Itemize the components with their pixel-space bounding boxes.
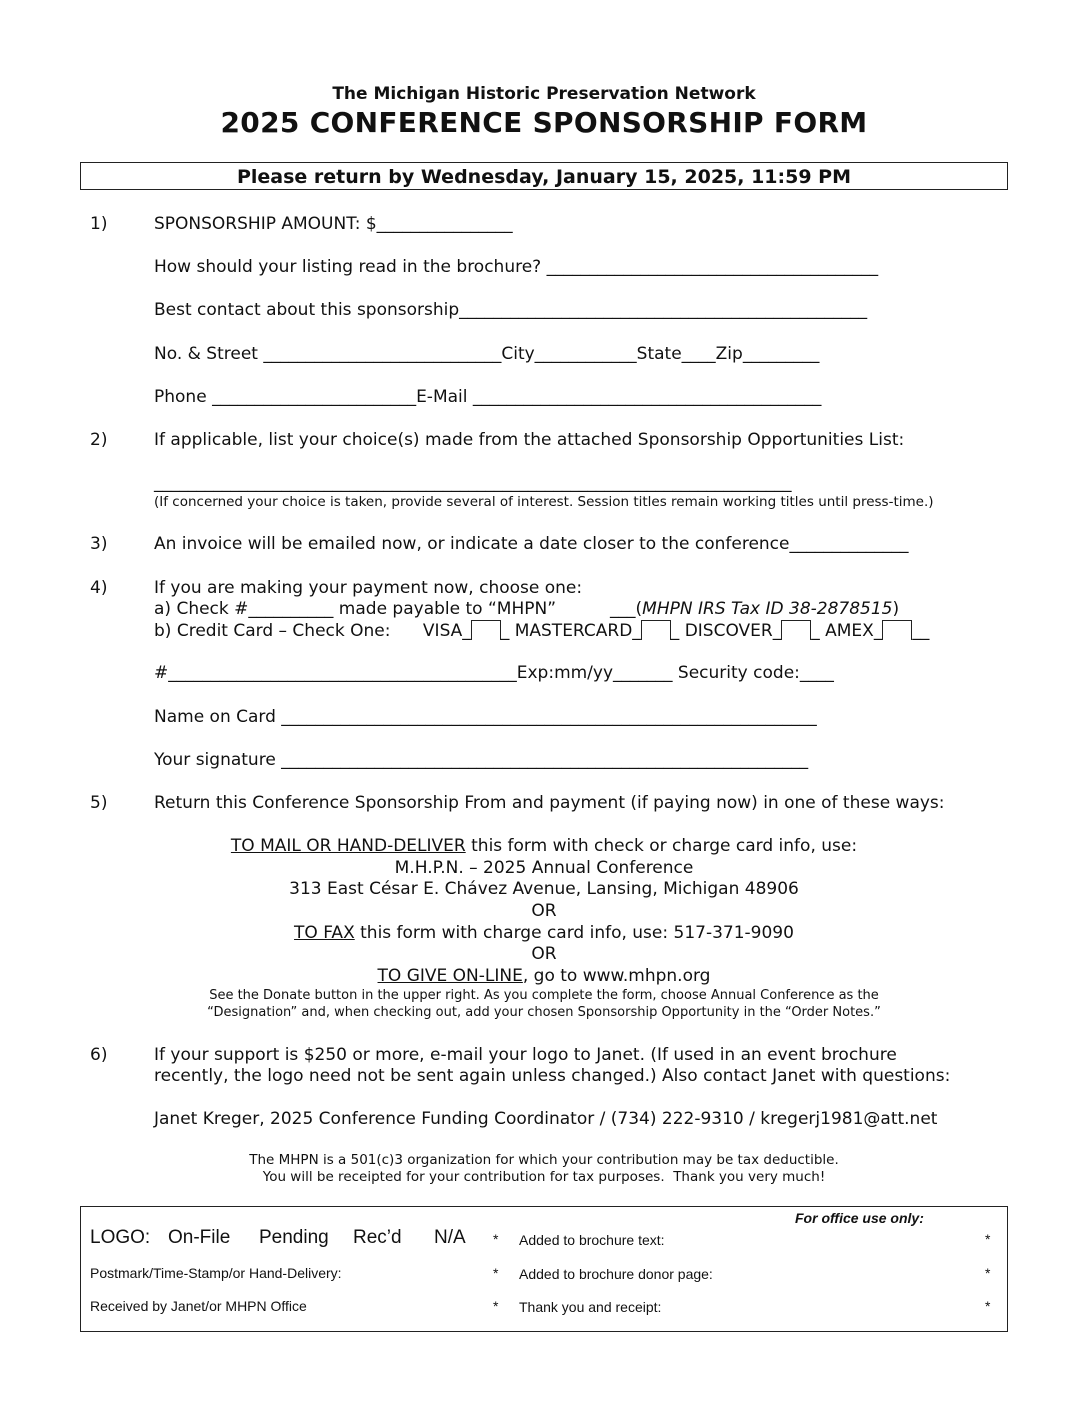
sponsorship-amount-field[interactable]: SPONSORSHIP AMOUNT: $________________ <box>154 214 513 234</box>
return-instructions: Return this Conference Sponsorship From and payment (if paying now) in one of these ways: <box>154 793 945 813</box>
fax-text: this form with charge card info, use: 517-371-9090 <box>354 923 794 943</box>
section-6-number: 6) <box>90 1045 108 1065</box>
logo-label: LOGO: <box>90 1227 151 1248</box>
mastercard-label: _ MASTERCARD_ <box>500 621 641 641</box>
donate-note-2: “Designation” and, when checking out, add your chosen Sponsorship Opportunity in the “Order Notes.” <box>207 1005 881 1020</box>
invoice-date-field[interactable]: An invoice will be emailed now, or indicate a date closer to the conference______________ <box>154 534 909 554</box>
section-1-number: 1) <box>90 214 108 234</box>
online-heading: TO GIVE ON-LINE <box>377 966 523 986</box>
discover-label: _ DISCOVER_ <box>670 621 782 641</box>
logo-instructions-1: If your support is $250 or more, e-mail your logo to Janet. (If used in an event brochure <box>154 1045 897 1065</box>
fax-instructions <box>0 923 1088 943</box>
added-text-label: Added to brochure text: <box>519 1232 665 1248</box>
phone-email-field[interactable]: Phone ________________________E-Mail _________________________________________ <box>154 387 822 407</box>
credit-card-label: b) Credit Card – Check One: <box>154 621 391 641</box>
mail-text: this form with check or charge card info, use: <box>465 836 858 856</box>
logo-pending: Pending <box>259 1227 329 1248</box>
tax-note-1: The MHPN is a 501(c)3 organization for which your contribution may be tax deductible. <box>249 1152 839 1168</box>
visa-label: VISA_ <box>422 621 471 641</box>
postmark-label: Postmark/Time-Stamp/or Hand-Delivery: <box>90 1265 342 1281</box>
tax-note-2: You will be receipted for your contribution for tax purposes. Thank you very much! <box>262 1169 826 1185</box>
bullet-star: * <box>985 1298 991 1314</box>
bullet-star: * <box>493 1231 499 1247</box>
discover-checkbox[interactable] <box>781 620 811 640</box>
section-3-number: 3) <box>90 534 108 554</box>
card-number-field[interactable]: #_________________________________________Exp:mm/yy_______ Security code:____ <box>154 663 834 683</box>
received-label: Received by Janet/or MHPN Office <box>90 1298 307 1314</box>
credit-card-line <box>154 620 929 641</box>
bullet-star: * <box>493 1265 499 1281</box>
fax-heading: TO FAX <box>294 923 355 943</box>
choices-note: (If concerned your choice is taken, provide several of interest. Session titles remain working titles until press-time.) <box>154 494 934 510</box>
mail-address-line-2: 313 East César E. Chávez Avenue, Lansing, Michigan 48906 <box>289 879 799 899</box>
deadline-banner: Please return by Wednesday, January 15, 2025, 11:59 PM <box>80 162 1008 190</box>
signature-field[interactable]: Your signature ______________________________________________________________ <box>154 750 809 770</box>
section-5-number: 5) <box>90 793 108 813</box>
payment-intro: If you are making your payment now, choose one: <box>154 578 583 598</box>
office-use-heading: For office use only: <box>795 1210 924 1226</box>
check-field[interactable]: a) Check #__________ made payable to “MHPN” ___( <box>154 599 643 619</box>
logo-recd: Rec’d <box>353 1227 402 1248</box>
form-title: 2025 CONFERENCE SPONSORSHIP FORM <box>220 106 868 139</box>
thank-you-label: Thank you and receipt: <box>519 1299 662 1315</box>
logo-na: N/A <box>434 1227 466 1248</box>
or-separator-1: OR <box>531 901 557 921</box>
mail-instructions <box>0 836 1088 856</box>
name-on-card-field[interactable]: Name on Card _______________________________________________________________ <box>154 707 817 727</box>
added-donor-label: Added to brochure donor page: <box>519 1266 713 1282</box>
section-4-number: 4) <box>90 578 108 598</box>
listing-field[interactable]: How should your listing read in the brochure? _______________________________________ <box>154 257 879 277</box>
tax-id-close: ) <box>892 599 900 619</box>
organization-name: The Michigan Historic Preservation Network <box>332 84 756 104</box>
office-use-box <box>80 1206 1008 1332</box>
bullet-star: * <box>493 1298 499 1314</box>
or-separator-2: OR <box>531 944 557 964</box>
mastercard-checkbox[interactable] <box>641 620 671 640</box>
logo-instructions-2: recently, the logo need not be sent again unless changed.) Also contact Janet with questions: <box>154 1066 951 1086</box>
section-2-number: 2) <box>90 430 108 450</box>
contact-field[interactable]: Best contact about this sponsorship________________________________________________ <box>154 300 868 320</box>
choices-prompt: If applicable, list your choice(s) made from the attached Sponsorship Opportunities List: <box>154 430 905 450</box>
mail-heading: TO MAIL OR HAND-DELIVER <box>230 836 466 856</box>
logo-on-file: On-File <box>168 1227 231 1248</box>
bullet-star: * <box>985 1231 991 1247</box>
visa-checkbox[interactable] <box>471 620 501 640</box>
amex-checkbox[interactable] <box>882 620 912 640</box>
mail-address-line-1: M.H.P.N. – 2025 Annual Conference <box>394 858 694 878</box>
check-line[interactable] <box>154 599 899 619</box>
donate-note-1: See the Donate button in the upper right. As you complete the form, choose Annual Conference as the <box>209 988 879 1003</box>
tax-id: MHPN IRS Tax ID 38-2878515 <box>642 599 893 619</box>
amex-label: _ AMEX_ <box>811 621 883 641</box>
bullet-star: * <box>985 1265 991 1281</box>
online-text: , go to www.mhpn.org <box>522 966 711 986</box>
coordinator-contact: Janet Kreger, 2025 Conference Funding Coordinator / (734) 222-9310 / kregerj1981@att.net <box>154 1109 938 1129</box>
choices-field[interactable]: ___________________________________________________________________________ <box>154 473 792 493</box>
address-field[interactable]: No. & Street ____________________________City____________State____Zip_________ <box>154 344 820 364</box>
online-instructions <box>0 966 1088 986</box>
amex-tail: __ <box>912 621 930 641</box>
